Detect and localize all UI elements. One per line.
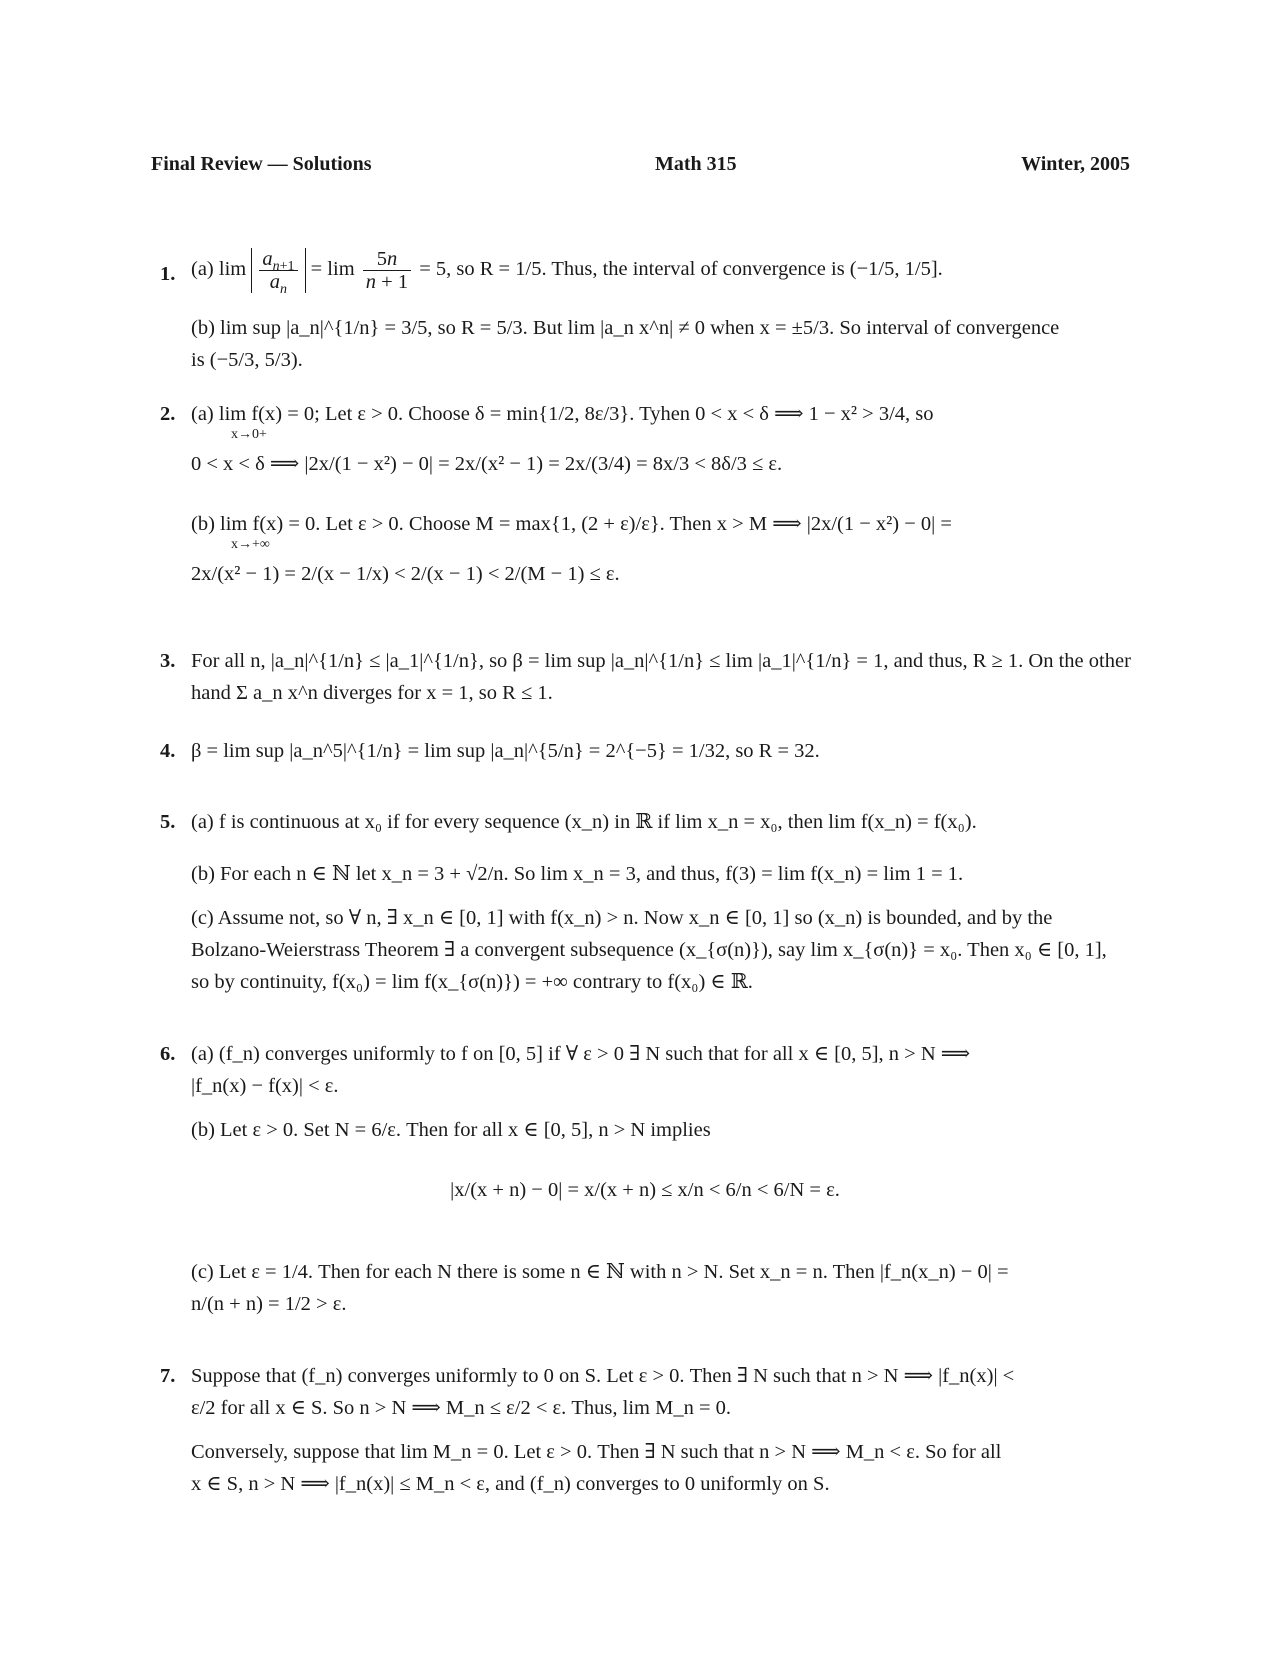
- problem-6b-display-equation: |x/(x + n) − 0| = x/(x + n) ≤ x/n < 6/n < 6/N = ε.: [450, 1179, 840, 1201]
- problem-1a: (a) lim $\frac{a_{n+1}}{a_n}$ = lim $\frac{5n}{n + 1}$ = 5, so R = 1/5. Thus, the interval of convergence is (−1/5, 1/5].: [191, 248, 943, 298]
- problem-number: 5.: [160, 811, 176, 833]
- problem-1b-line-2: is (−5/3, 5/3).: [191, 349, 303, 371]
- problem-number: 4.: [160, 740, 176, 762]
- problem-number: 2.: [160, 403, 176, 425]
- problem-2b-line-2: 2x/(x² − 1) = 2/(x − 1/x) < 2/(x − 1) < 2/(M − 1) ≤ ε.: [191, 563, 620, 585]
- problem-6a-line-1: (a) (f_n) converges uniformly to f on [0, 5] if ∀ ε > 0 ∃ N such that for all x ∈ [0, 5], n > N ⟹: [191, 1043, 971, 1065]
- problem-6c-line-1: (c) Let ε = 1/4. Then for each N there is some n ∈ ℕ with n > N. Set x_n = n. Then |f_n(x_n) − 0| =: [191, 1261, 1009, 1283]
- problem-2a-limit-subscript: x→0+: [231, 427, 267, 442]
- problem-5b: (b) For each n ∈ ℕ let x_n = 3 + √2/n. So lim x_n = 3, and thus, f(3) = lim f(x_n) = lim 1 = 1.: [191, 863, 964, 885]
- problem-3-line-1: For all n, |a_n|^{1/n} ≤ |a_1|^{1/n}, so β = lim sup |a_n|^{1/n} ≤ lim |a_1|^{1/n} = 1, and thus, R ≥ 1. On the other: [191, 650, 1131, 672]
- problem-6a-line-2: |f_n(x) − f(x)| < ε.: [191, 1075, 339, 1097]
- problem-2b-limit-subscript: x→+∞: [231, 537, 270, 552]
- problem-number: 7.: [160, 1365, 176, 1387]
- problem-7-p2-line-2: x ∈ S, n > N ⟹ |f_n(x)| ≤ M_n < ε, and (f_n) converges to 0 uniformly on S.: [191, 1473, 830, 1495]
- problem-5c-line-2: Bolzano-Weierstrass Theorem ∃ a convergent subsequence (x_{σ(n)}), say lim x_{σ(n)} = x₀. Then x₀ ∈ [0, 1],: [191, 939, 1107, 961]
- problem-2b: [191, 508, 1130, 590]
- problem-6c-line-2: n/(n + n) = 1/2 > ε.: [191, 1293, 347, 1315]
- problem-2a: [191, 398, 1130, 480]
- problem-1a-conclusion: = 5, so R = 1/5. Thus, the interval of convergence is (−1/5, 1/5].: [419, 258, 943, 281]
- problem-7-p1-line-2: ε/2 for all x ∈ S. So n > N ⟹ M_n ≤ ε/2 < ε. Thus, lim M_n = 0.: [191, 1397, 732, 1419]
- problem-number: 1.: [160, 263, 176, 285]
- problem-4-text: β = lim sup |a_n^5|^{1/n} = lim sup |a_n|^{5/n} = 2^{−5} = 1/32, so R = 32.: [191, 740, 820, 762]
- problem-7-paragraph-2: [191, 1436, 1130, 1500]
- problem-7-paragraph-1: [191, 1360, 1130, 1424]
- problem-6b: (b) Let ε > 0. Set N = 6/ε. Then for all x ∈ [0, 5], n > N implies: [191, 1119, 711, 1141]
- problem-1b-line-1: (b) lim sup |a_n|^{1/n} = 3/5, so R = 5/3. But lim |a_n x^n| ≠ 0 when x = ±5/3. So interval of convergence: [191, 317, 1060, 339]
- header-course: Math 315: [655, 153, 737, 175]
- problem-1b: [191, 312, 1130, 376]
- problem-7-p1-line-1: Suppose that (f_n) converges uniformly to 0 on S. Let ε > 0. Then ∃ N such that n > N ⟹ |f_n(x)| <: [191, 1365, 1015, 1387]
- problem-2a-line-2: 0 < x < δ ⟹ |2x/(1 − x²) − 0| = 2x/(x² − 1) = 2x/(3/4) = 8x/3 < 8δ/3 ≤ ε.: [191, 453, 783, 475]
- problem-5a: (a) f is continuous at x₀ if for every sequence (x_n) in ℝ if lim x_n = x₀, then lim f(x_n) = f(x₀).: [191, 811, 977, 833]
- problem-number: 6.: [160, 1043, 176, 1065]
- problem-5c: [191, 902, 1130, 998]
- header-term: Winter, 2005: [1021, 153, 1130, 175]
- problem-5c-line-1: (c) Assume not, so ∀ n, ∃ x_n ∈ [0, 1] with f(x_n) > n. Now x_n ∈ [0, 1] so (x_n) is bounded, and by the: [191, 907, 1053, 929]
- problem-2b-line-1: (b) lim f(x) = 0. Let ε > 0. Choose M = max{1, (2 + ε)/ε}. Then x > M ⟹ |2x/(1 − x²) − 0| =: [191, 513, 952, 535]
- problem-5c-line-3: so by continuity, f(x₀) = lim f(x_{σ(n)}) = +∞ contrary to f(x₀) ∈ ℝ.: [191, 971, 753, 993]
- problem-7-p2-line-1: Conversely, suppose that lim M_n = 0. Let ε > 0. Then ∃ N such that n > N ⟹ M_n < ε. So for all: [191, 1441, 1002, 1463]
- problem-6c: [191, 1256, 1130, 1320]
- problem-number: 3.: [160, 650, 176, 672]
- problem-2a-line-1: (a) lim f(x) = 0; Let ε > 0. Choose δ = min{1/2, 8ε/3}. Tyhen 0 < x < δ ⟹ 1 − x² > 3/4, so: [191, 403, 934, 425]
- header-title: Final Review — Solutions: [151, 153, 372, 175]
- problem-6a: [191, 1038, 1130, 1102]
- problem-3-text: [191, 645, 1130, 709]
- problem-3-line-2: hand Σ a_n x^n diverges for x = 1, so R ≤ 1.: [191, 682, 553, 704]
